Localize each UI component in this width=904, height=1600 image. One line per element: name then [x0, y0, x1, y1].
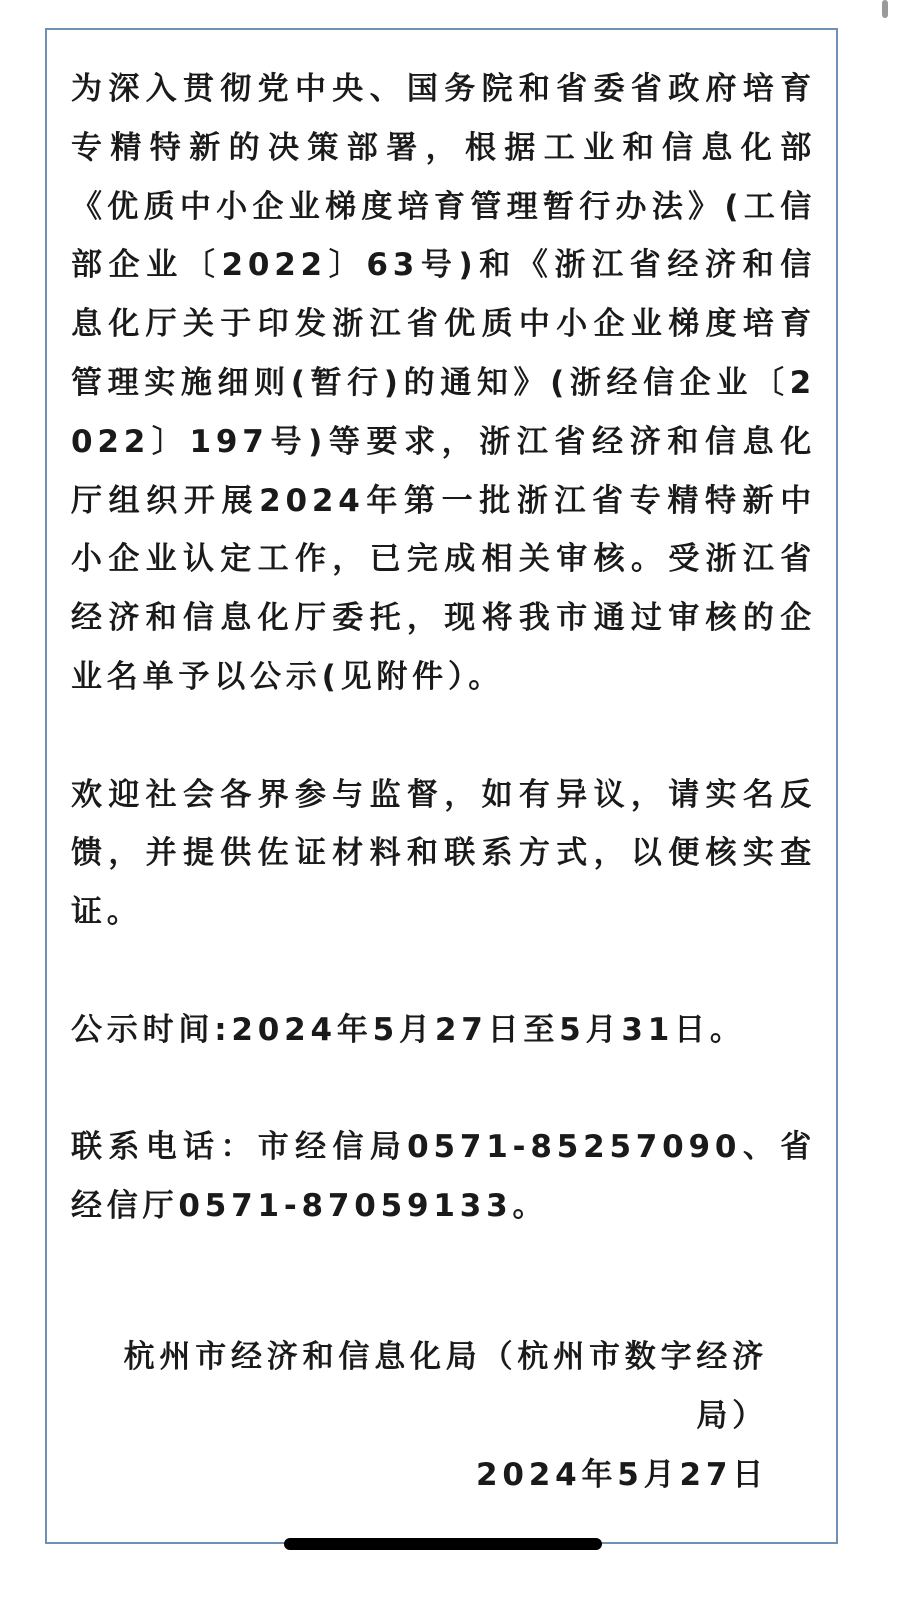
home-indicator[interactable]	[284, 1538, 602, 1550]
scroll-indicator[interactable]	[882, 0, 888, 18]
issuer-name-line-2: 局）	[696, 1397, 768, 1434]
notice-paragraph-contact: 联系电话：市经信局0571-85257090、省经信厅0571-87059133。	[71, 1129, 816, 1225]
notice-paragraph-publicity-period: 公示时间:2024年5月27日至5月31日。	[71, 1011, 746, 1048]
notice-paragraph-intro: 为深入贯彻党中央、国务院和省委省政府培育专精特新的决策部署，根据工业和信息化部《优质中小企业梯度培育管理暂行办法》(工信部企业〔2022〕63号)和《浙江省经济和信息化厅关于印发浙江省优质中小企业梯度培育管理实施细则(暂行)的通知》(浙经信企业〔2022〕197号)等要求，浙江省经济和信息化厅组织开展2024年第一批浙江省专精特新中小企业认定工作，已完成相关审核。受浙江省经济和信息化厅委托，现将我市通过审核的企业名单予以公示(见附件）。	[71, 71, 816, 695]
notice-body	[71, 60, 816, 1236]
notice-paragraph-feedback: 欢迎社会各界参与监督，如有异议，请实名反馈，并提供佐证材料和联系方式，以便核实查证。	[71, 776, 816, 931]
signature-block	[70, 1328, 768, 1504]
notice-frame	[45, 28, 838, 1544]
issue-date: 2024年5月27日	[476, 1456, 768, 1493]
issuer-name-line-1: 杭州市经济和信息化局（杭州市数字经济	[123, 1339, 768, 1375]
